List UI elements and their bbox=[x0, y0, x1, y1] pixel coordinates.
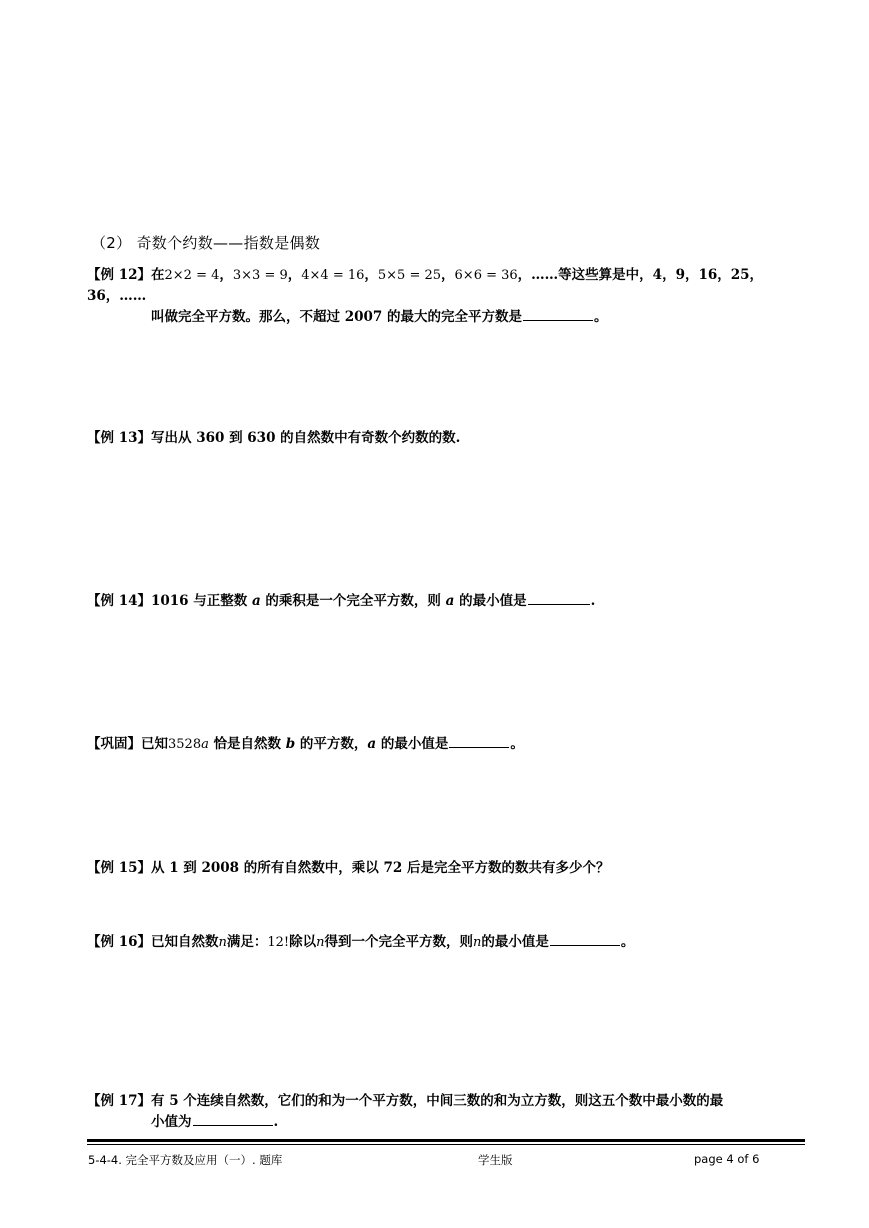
variable-a: a bbox=[251, 593, 261, 609]
footer-center: 学生版 bbox=[478, 1153, 513, 1167]
problem-label: 【巩固】 bbox=[87, 736, 141, 752]
equation: 6×6 = 36 bbox=[454, 268, 518, 283]
variable-b: b bbox=[285, 736, 296, 752]
punctuation: 。 bbox=[620, 934, 635, 950]
problem-text: 的最小值是 bbox=[481, 934, 549, 950]
equation: 5×5 = 25 bbox=[377, 268, 442, 283]
problem-text: 从 1 到 2008 的所有自然数中，乘以 72 后是完全平方数的数共有多少个？ bbox=[151, 860, 610, 876]
factorial-expression: 12! bbox=[267, 935, 290, 950]
variable-n: n bbox=[316, 935, 325, 950]
variable-n: n bbox=[218, 935, 227, 950]
answer-blank[interactable] bbox=[550, 931, 620, 946]
separator: ， bbox=[219, 267, 233, 283]
separator: ， bbox=[364, 267, 378, 283]
answer-blank[interactable] bbox=[193, 1111, 273, 1126]
problem-label: 【例 16】 bbox=[87, 934, 151, 950]
variable-a: a bbox=[445, 593, 455, 609]
equation: 4×4 = 16 bbox=[301, 268, 365, 283]
problem-text: 的最小值是 bbox=[376, 736, 449, 752]
problem-text: ，……等这些算是中，4，9，16，25，36，…… bbox=[87, 267, 764, 304]
problem-text: 恰是自然数 bbox=[208, 736, 286, 752]
problem-label: 【例 13】 bbox=[87, 430, 151, 446]
separator: ， bbox=[287, 267, 302, 283]
problem-14 bbox=[87, 590, 811, 611]
answer-blank[interactable] bbox=[523, 306, 593, 321]
problem-13 bbox=[87, 428, 811, 448]
problem-text: 小值为 bbox=[151, 1114, 192, 1130]
problem-text: 1016 与正整数 bbox=[151, 593, 252, 609]
problem-text: 写出从 360 到 630 的自然数中有奇数个约数的数. bbox=[151, 430, 461, 446]
problem-text: 得到一个完全平方数，则 bbox=[324, 934, 474, 950]
variable-a: a bbox=[201, 737, 209, 752]
problem-label: 【例 17】 bbox=[87, 1093, 151, 1109]
section-heading: （2） 奇数个约数——指数是偶数 bbox=[91, 234, 321, 252]
problem-text: 的乘积是一个完全平方数，则 bbox=[260, 593, 446, 609]
problem-line-2 bbox=[87, 1111, 811, 1132]
footer-page-number: page 4 of 6 bbox=[694, 1152, 760, 1166]
punctuation: 。 bbox=[593, 309, 608, 325]
problem-text: 的平方数， bbox=[295, 736, 368, 752]
problem-text: 有 5 个连续自然数，它们的和为一个平方数，中间三数的和为立方数，则这五个数中最小数的最 bbox=[151, 1093, 724, 1109]
equation: 3×3 = 9 bbox=[232, 268, 288, 283]
variable-n: n bbox=[473, 935, 482, 950]
problem-text: 的最小值是 bbox=[454, 593, 527, 609]
problem-text: 已知自然数 bbox=[151, 934, 219, 950]
punctuation: . bbox=[590, 593, 596, 609]
problem-label: 【例 14】 bbox=[87, 593, 151, 609]
problem-15 bbox=[87, 858, 811, 878]
variable-a: a bbox=[367, 736, 377, 752]
separator: ， bbox=[441, 267, 455, 283]
problem-text: 已知 bbox=[141, 736, 168, 752]
problem-text: 除以 bbox=[289, 934, 317, 950]
punctuation: 。 bbox=[510, 736, 524, 752]
footer-divider bbox=[87, 1139, 805, 1142]
problem-16 bbox=[87, 931, 811, 953]
problem-17 bbox=[87, 1091, 811, 1132]
answer-blank[interactable] bbox=[528, 590, 590, 605]
problem-text: 在 bbox=[151, 267, 165, 283]
problem-label: 【例 15】 bbox=[87, 860, 151, 876]
punctuation: . bbox=[273, 1114, 279, 1130]
number: 3528 bbox=[168, 737, 202, 752]
problem-gonggu bbox=[87, 733, 811, 755]
footer-divider-thin bbox=[87, 1144, 805, 1145]
problem-line-2 bbox=[87, 306, 811, 327]
problem-text: 满足： bbox=[226, 934, 268, 950]
problem-text: 叫做完全平方数。那么，不超过 2007 的最大的完全平方数是 bbox=[151, 309, 522, 325]
answer-blank[interactable] bbox=[449, 733, 509, 748]
equation: 2×2 = 4 bbox=[164, 268, 220, 283]
footer-left: 5-4-4. 完全平方数及应用（一）. 题库 bbox=[88, 1153, 283, 1167]
problem-label: 【例 12】 bbox=[87, 267, 151, 283]
problem-12 bbox=[87, 265, 811, 327]
